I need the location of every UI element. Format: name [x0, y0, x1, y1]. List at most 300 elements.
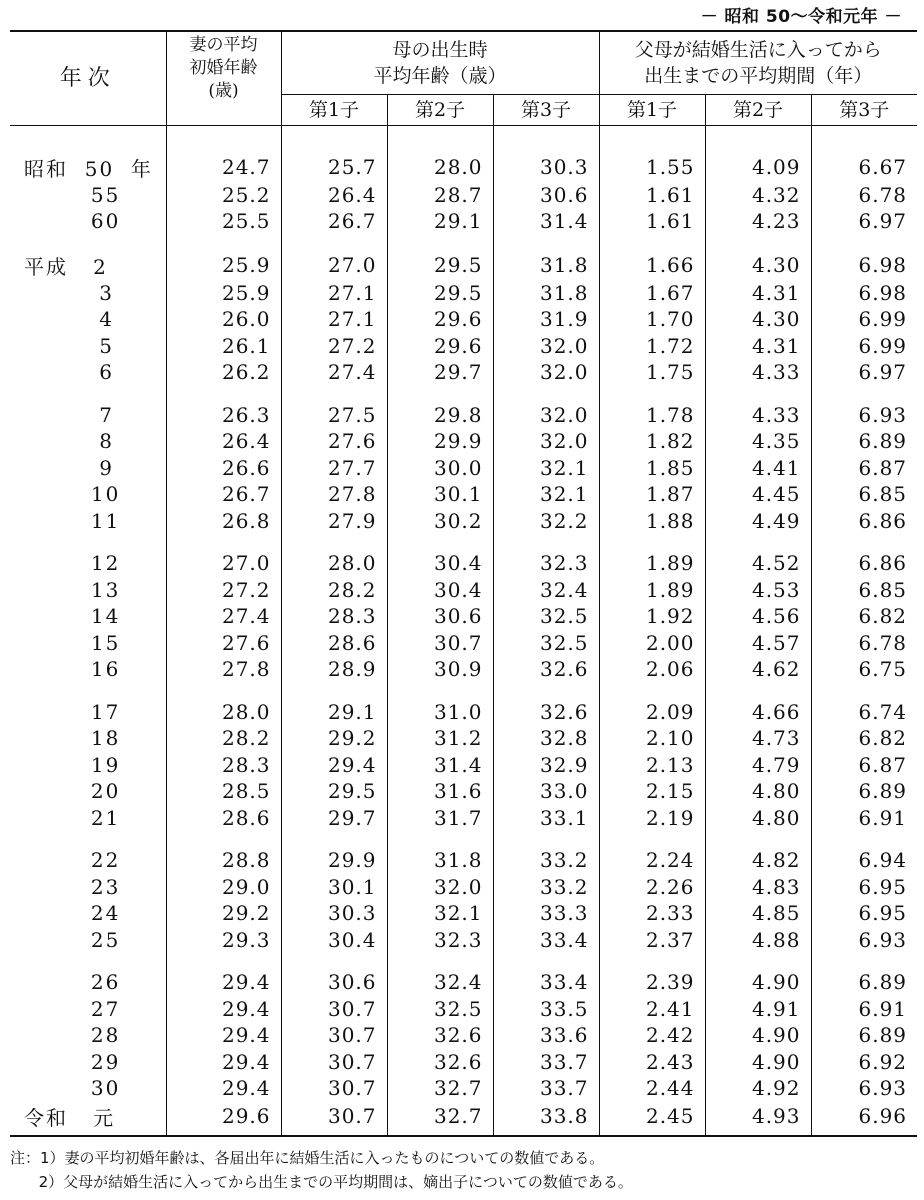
table-row [10, 455, 917, 482]
value-cell-m1: 27.0 [281, 235, 387, 280]
value-cell-age: 29.4 [166, 1022, 281, 1049]
value-cell-p2: 4.88 [705, 927, 811, 954]
value-cell-p2: 4.30 [705, 235, 811, 280]
value-cell-m1: 29.2 [281, 725, 387, 752]
value-cell-m1: 30.3 [281, 900, 387, 927]
data-table [10, 30, 917, 1137]
year-cell: 5 [10, 333, 166, 360]
year-cell: 7 [10, 386, 166, 429]
table-body [10, 126, 917, 1136]
marriage-age-header-line1: 妻の平均 [189, 35, 258, 55]
value-cell-p2: 4.33 [705, 386, 811, 429]
value-cell-p2: 4.23 [705, 208, 811, 235]
value-cell-m1: 27.1 [281, 280, 387, 307]
value-cell-m2: 32.3 [387, 927, 493, 954]
value-cell-m3: 30.3 [493, 153, 599, 182]
value-cell-p1: 2.19 [599, 805, 705, 832]
value-cell-m3: 32.2 [493, 508, 599, 535]
value-cell-m3: 31.8 [493, 235, 599, 280]
value-cell-p2: 4.56 [705, 603, 811, 630]
table-row [10, 805, 917, 832]
value-cell-p2: 4.80 [705, 778, 811, 805]
value-cell-m2: 30.1 [387, 481, 493, 508]
value-cell-age: 29.4 [166, 1075, 281, 1102]
period-group-line1: 父母が結婚生活に入ってから [634, 39, 882, 61]
value-cell-m2: 32.7 [387, 1075, 493, 1102]
value-cell-m2: 32.6 [387, 1022, 493, 1049]
value-cell-m3: 32.6 [493, 656, 599, 683]
value-cell-m2: 29.5 [387, 235, 493, 280]
value-cell-p3: 6.97 [858, 360, 908, 385]
table-row [10, 1075, 917, 1102]
table-row [10, 534, 917, 577]
value-cell-age: 25.2 [166, 182, 281, 209]
footnote-1: 注：1）妻の平均初婚年齢は、各届出年に結婚生活に入ったものについての数値である。 [10, 1149, 605, 1167]
value-cell-m1: 27.7 [281, 455, 387, 482]
year-cell: 14 [10, 603, 166, 630]
value-cell-m3: 32.0 [493, 386, 599, 429]
value-cell-p3: 6.89 [858, 1023, 908, 1048]
value-cell-m1: 27.8 [281, 481, 387, 508]
value-cell-m2: 30.2 [387, 508, 493, 535]
value-cell-p1: 1.87 [599, 481, 705, 508]
value-cell-p3: 6.96 [811, 1102, 917, 1136]
value-cell-p2: 4.73 [705, 725, 811, 752]
value-cell-p2: 4.85 [705, 900, 811, 927]
value-cell-m1: 26.4 [281, 182, 387, 209]
mother-age-group-header [281, 31, 599, 95]
value-cell-p1: 1.61 [599, 182, 705, 209]
value-cell-age: 29.4 [166, 1049, 281, 1076]
value-cell-p2: 4.80 [705, 805, 811, 832]
value-cell-p2: 4.82 [705, 831, 811, 874]
value-cell-p3: 6.86 [858, 508, 908, 533]
value-cell-p3: 6.93 [858, 927, 908, 952]
table-row [10, 752, 917, 779]
value-cell-age: 28.3 [166, 752, 281, 779]
value-cell-age: 28.8 [166, 831, 281, 874]
period-first-child-header: 第1子 [599, 95, 705, 126]
value-cell-p2: 4.62 [705, 656, 811, 683]
value-cell-p2: 4.30 [705, 306, 811, 333]
value-cell-m1: 29.1 [281, 683, 387, 726]
marriage-age-header-line2: 初婚年齢 [189, 58, 258, 78]
value-cell-m2: 32.1 [387, 900, 493, 927]
value-cell-m3: 33.8 [493, 1102, 599, 1136]
value-cell-m3: 33.0 [493, 778, 599, 805]
year-cell: 17 [10, 683, 166, 726]
value-cell-m1: 27.1 [281, 306, 387, 333]
year-cell: 11 [10, 508, 166, 535]
table-row [10, 280, 917, 307]
value-cell-age: 29.6 [166, 1102, 281, 1136]
value-cell-m3: 32.3 [493, 534, 599, 577]
value-cell-age: 29.2 [166, 900, 281, 927]
value-cell-age: 24.7 [166, 153, 281, 182]
value-cell-m3: 32.5 [493, 630, 599, 657]
value-cell-m2: 32.6 [387, 1049, 493, 1076]
value-cell-p3: 6.74 [858, 699, 908, 724]
footnotes [10, 1146, 633, 1194]
value-cell-p2: 4.83 [705, 874, 811, 901]
value-cell-age: 26.8 [166, 508, 281, 535]
value-cell-p2: 4.31 [705, 333, 811, 360]
value-cell-p1: 2.06 [599, 656, 705, 683]
mother-second-child-header: 第2子 [387, 95, 493, 126]
value-cell-p3: 6.91 [858, 996, 908, 1021]
table-row [10, 656, 917, 683]
value-cell-p2: 4.31 [705, 280, 811, 307]
year-cell: 23 [10, 874, 166, 901]
year-cell: 27 [10, 996, 166, 1023]
value-cell-age: 26.6 [166, 455, 281, 482]
marriage-age-header [166, 31, 281, 126]
value-cell-p3: 6.99 [858, 333, 908, 358]
value-cell-age: 26.1 [166, 333, 281, 360]
value-cell-m3: 30.6 [493, 182, 599, 209]
value-cell-p1: 2.44 [599, 1075, 705, 1102]
value-cell-age: 29.3 [166, 927, 281, 954]
value-cell-m3: 33.7 [493, 1075, 599, 1102]
year-cell: 昭和 50 年 [10, 153, 166, 182]
value-cell-m3: 32.1 [493, 481, 599, 508]
value-cell-p3: 6.82 [858, 726, 908, 751]
value-cell-p1: 1.92 [599, 603, 705, 630]
value-cell-m3: 31.4 [493, 208, 599, 235]
value-cell-m1: 30.7 [281, 1075, 387, 1102]
value-cell-p3: 6.98 [858, 280, 908, 305]
value-cell-p1: 2.45 [599, 1102, 705, 1136]
year-cell: 12 [10, 534, 166, 577]
value-cell-p3: 6.92 [858, 1049, 908, 1074]
table-row [10, 630, 917, 657]
table-row [10, 481, 917, 508]
value-cell-m3: 32.9 [493, 752, 599, 779]
value-cell-age: 27.0 [166, 534, 281, 577]
mother-age-group-line2: 平均年齢（歳） [373, 65, 507, 87]
value-cell-p3: 6.89 [858, 970, 908, 995]
value-cell-p1: 2.00 [599, 630, 705, 657]
value-cell-m1: 27.2 [281, 333, 387, 360]
value-cell-p3: 6.86 [858, 551, 908, 576]
year-cell: 26 [10, 953, 166, 996]
value-cell-m3: 32.0 [493, 428, 599, 455]
value-cell-m2: 29.7 [387, 359, 493, 386]
table-row [10, 359, 917, 386]
year-cell: 19 [10, 752, 166, 779]
year-cell: 6 [10, 359, 166, 386]
table-row [10, 683, 917, 726]
table-row [10, 900, 917, 927]
value-cell-p1: 1.89 [599, 534, 705, 577]
value-cell-m1: 28.9 [281, 656, 387, 683]
value-cell-p2: 4.93 [705, 1102, 811, 1136]
value-cell-m3: 32.4 [493, 577, 599, 604]
table-row [10, 182, 917, 209]
table-row [10, 428, 917, 455]
value-cell-age: 29.0 [166, 874, 281, 901]
value-cell-p3: 6.67 [858, 155, 908, 179]
value-cell-p1: 1.55 [599, 153, 705, 182]
value-cell-p3: 6.89 [858, 429, 908, 454]
value-cell-m3: 33.5 [493, 996, 599, 1023]
value-cell-age: 27.2 [166, 577, 281, 604]
value-cell-age: 26.3 [166, 386, 281, 429]
year-cell: 28 [10, 1022, 166, 1049]
value-cell-p2: 4.41 [705, 455, 811, 482]
table-row [10, 874, 917, 901]
value-cell-p3: 6.87 [858, 455, 908, 480]
table-row [10, 153, 917, 182]
value-cell-p2: 4.91 [705, 996, 811, 1023]
year-cell: 3 [10, 280, 166, 307]
period-third-child-header: 第3子 [811, 95, 917, 126]
table-row [10, 508, 917, 535]
value-cell-m2: 32.4 [387, 953, 493, 996]
table-row [10, 386, 917, 429]
value-cell-p3: 6.94 [858, 848, 908, 873]
value-cell-p2: 4.53 [705, 577, 811, 604]
value-cell-m1: 28.2 [281, 577, 387, 604]
value-cell-p1: 2.42 [599, 1022, 705, 1049]
value-cell-age: 26.0 [166, 306, 281, 333]
table-row [10, 306, 917, 333]
value-cell-m1: 28.0 [281, 534, 387, 577]
value-cell-m1: 27.4 [281, 359, 387, 386]
table-row [10, 725, 917, 752]
value-cell-p2: 4.92 [705, 1075, 811, 1102]
year-cell: 30 [10, 1075, 166, 1102]
value-cell-m3: 33.7 [493, 1049, 599, 1076]
value-cell-p3: 6.99 [858, 307, 908, 332]
value-cell-age: 28.0 [166, 683, 281, 726]
value-cell-age: 27.6 [166, 630, 281, 657]
value-cell-age: 27.4 [166, 603, 281, 630]
value-cell-p3: 6.85 [858, 482, 908, 507]
value-cell-p1: 2.33 [599, 900, 705, 927]
mother-age-group-line1: 母の出生時 [392, 39, 488, 61]
year-cell: 55 [10, 182, 166, 209]
value-cell-m3: 32.0 [493, 333, 599, 360]
period-second-child-header: 第2子 [705, 95, 811, 126]
value-cell-m2: 32.7 [387, 1102, 493, 1136]
value-cell-p2: 4.49 [705, 508, 811, 535]
value-cell-m2: 29.8 [387, 386, 493, 429]
value-cell-age: 29.4 [166, 953, 281, 996]
value-cell-p1: 1.72 [599, 333, 705, 360]
year-cell: 18 [10, 725, 166, 752]
value-cell-age: 26.4 [166, 428, 281, 455]
value-cell-p2: 4.09 [705, 153, 811, 182]
period-group-header [599, 31, 917, 95]
value-cell-m2: 28.0 [387, 153, 493, 182]
value-cell-p1: 1.88 [599, 508, 705, 535]
value-cell-p3: 6.95 [858, 874, 908, 899]
value-cell-m1: 30.7 [281, 1022, 387, 1049]
value-cell-p1: 1.82 [599, 428, 705, 455]
value-cell-m2: 28.7 [387, 182, 493, 209]
value-cell-p2: 4.66 [705, 683, 811, 726]
year-cell: 22 [10, 831, 166, 874]
year-cell: 10 [10, 481, 166, 508]
value-cell-p1: 2.09 [599, 683, 705, 726]
value-cell-m2: 31.2 [387, 725, 493, 752]
value-cell-age: 26.2 [166, 359, 281, 386]
value-cell-age: 25.5 [166, 208, 281, 235]
year-cell: 9 [10, 455, 166, 482]
value-cell-m1: 28.3 [281, 603, 387, 630]
year-cell: 24 [10, 900, 166, 927]
year-cell: 16 [10, 656, 166, 683]
value-cell-p2: 4.52 [705, 534, 811, 577]
value-cell-m2: 30.6 [387, 603, 493, 630]
value-cell-m1: 29.4 [281, 752, 387, 779]
value-cell-m1: 29.7 [281, 805, 387, 832]
value-cell-p1: 1.89 [599, 577, 705, 604]
table-row [10, 1022, 917, 1049]
value-cell-m3: 33.2 [493, 874, 599, 901]
value-cell-m1: 26.7 [281, 208, 387, 235]
value-cell-m1: 25.7 [281, 153, 387, 182]
value-cell-p3: 6.82 [858, 604, 908, 629]
value-cell-m3: 31.8 [493, 280, 599, 307]
value-cell-m1: 30.7 [281, 1102, 387, 1136]
value-cell-m3: 32.0 [493, 359, 599, 386]
value-cell-m3: 32.5 [493, 603, 599, 630]
value-cell-age: 25.9 [166, 235, 281, 280]
value-cell-m1: 28.6 [281, 630, 387, 657]
value-cell-m3: 33.1 [493, 805, 599, 832]
value-cell-p2: 4.33 [705, 359, 811, 386]
mother-third-child-header: 第3子 [493, 95, 599, 126]
value-cell-p1: 1.85 [599, 455, 705, 482]
value-cell-m2: 31.8 [387, 831, 493, 874]
value-cell-p2: 4.90 [705, 953, 811, 996]
value-cell-m1: 27.6 [281, 428, 387, 455]
value-cell-p1: 1.67 [599, 280, 705, 307]
value-cell-m3: 32.6 [493, 683, 599, 726]
value-cell-m3: 33.4 [493, 953, 599, 996]
value-cell-m2: 31.4 [387, 752, 493, 779]
value-cell-m2: 31.0 [387, 683, 493, 726]
year-cell: 20 [10, 778, 166, 805]
value-cell-m2: 30.4 [387, 534, 493, 577]
value-cell-m1: 30.7 [281, 1049, 387, 1076]
value-cell-age: 29.4 [166, 996, 281, 1023]
table-row [10, 953, 917, 996]
value-cell-m2: 29.9 [387, 428, 493, 455]
value-cell-m2: 32.0 [387, 874, 493, 901]
value-cell-p1: 2.24 [599, 831, 705, 874]
value-cell-p1: 2.13 [599, 752, 705, 779]
value-cell-p1: 2.10 [599, 725, 705, 752]
value-cell-p3: 6.93 [858, 402, 908, 427]
year-cell: 平成 2 [10, 235, 166, 280]
value-cell-m3: 33.3 [493, 900, 599, 927]
value-cell-m1: 30.7 [281, 996, 387, 1023]
year-cell: 15 [10, 630, 166, 657]
value-cell-p3: 6.97 [858, 209, 908, 234]
value-cell-p3: 6.93 [858, 1076, 908, 1101]
value-cell-m3: 33.4 [493, 927, 599, 954]
value-cell-p1: 1.78 [599, 386, 705, 429]
value-cell-p1: 1.66 [599, 235, 705, 280]
value-cell-m1: 30.4 [281, 927, 387, 954]
value-cell-p1: 2.37 [599, 927, 705, 954]
value-cell-p1: 2.43 [599, 1049, 705, 1076]
value-cell-p1: 1.75 [599, 359, 705, 386]
value-cell-p2: 4.90 [705, 1022, 811, 1049]
value-cell-p3: 6.95 [858, 901, 908, 926]
value-cell-m3: 32.1 [493, 455, 599, 482]
value-cell-m2: 30.9 [387, 656, 493, 683]
value-cell-p3: 6.89 [858, 779, 908, 804]
value-cell-m2: 30.0 [387, 455, 493, 482]
year-cell: 令和 元 [10, 1102, 166, 1136]
year-cell: 29 [10, 1049, 166, 1076]
value-cell-p3: 6.78 [858, 630, 908, 655]
table-row [10, 603, 917, 630]
value-cell-p1: 2.41 [599, 996, 705, 1023]
value-cell-m1: 29.5 [281, 778, 387, 805]
value-cell-p2: 4.45 [705, 481, 811, 508]
value-cell-m2: 30.4 [387, 577, 493, 604]
value-cell-m3: 32.8 [493, 725, 599, 752]
value-cell-p2: 4.79 [705, 752, 811, 779]
value-cell-p3: 6.78 [858, 182, 908, 207]
footnote-2: 2）父母が結婚生活に入ってから出生までの平均期間は、嫡出子についての数値である。 [10, 1173, 633, 1191]
table-row [10, 996, 917, 1023]
table-caption: － 昭和 50～令和元年 － [700, 7, 902, 27]
value-cell-age: 28.2 [166, 725, 281, 752]
value-cell-m3: 33.2 [493, 831, 599, 874]
year-cell: 60 [10, 208, 166, 235]
year-cell: 13 [10, 577, 166, 604]
mother-first-child-header: 第1子 [281, 95, 387, 126]
value-cell-m2: 31.6 [387, 778, 493, 805]
table-row [10, 927, 917, 954]
value-cell-m2: 30.7 [387, 630, 493, 657]
year-cell: 4 [10, 306, 166, 333]
value-cell-p1: 2.15 [599, 778, 705, 805]
table-row [10, 235, 917, 280]
value-cell-m3: 31.9 [493, 306, 599, 333]
value-cell-m3: 33.6 [493, 1022, 599, 1049]
value-cell-age: 26.7 [166, 481, 281, 508]
value-cell-p3: 6.87 [858, 752, 908, 777]
value-cell-p3: 6.85 [858, 577, 908, 602]
value-cell-p1: 1.61 [599, 208, 705, 235]
value-cell-m2: 29.6 [387, 333, 493, 360]
table-row [10, 1102, 917, 1136]
value-cell-m2: 29.6 [387, 306, 493, 333]
table-row [10, 1049, 917, 1076]
table-row [10, 333, 917, 360]
value-cell-p1: 2.26 [599, 874, 705, 901]
value-cell-p2: 4.35 [705, 428, 811, 455]
year-header: 年次 [10, 31, 166, 126]
value-cell-age: 28.5 [166, 778, 281, 805]
value-cell-age: 27.8 [166, 656, 281, 683]
value-cell-p1: 1.70 [599, 306, 705, 333]
value-cell-p2: 4.57 [705, 630, 811, 657]
value-cell-p1: 2.39 [599, 953, 705, 996]
value-cell-p3: 6.75 [858, 657, 908, 682]
value-cell-p3: 6.98 [858, 253, 908, 277]
value-cell-age: 25.9 [166, 280, 281, 307]
value-cell-p3: 6.91 [858, 805, 908, 830]
table-row [10, 831, 917, 874]
